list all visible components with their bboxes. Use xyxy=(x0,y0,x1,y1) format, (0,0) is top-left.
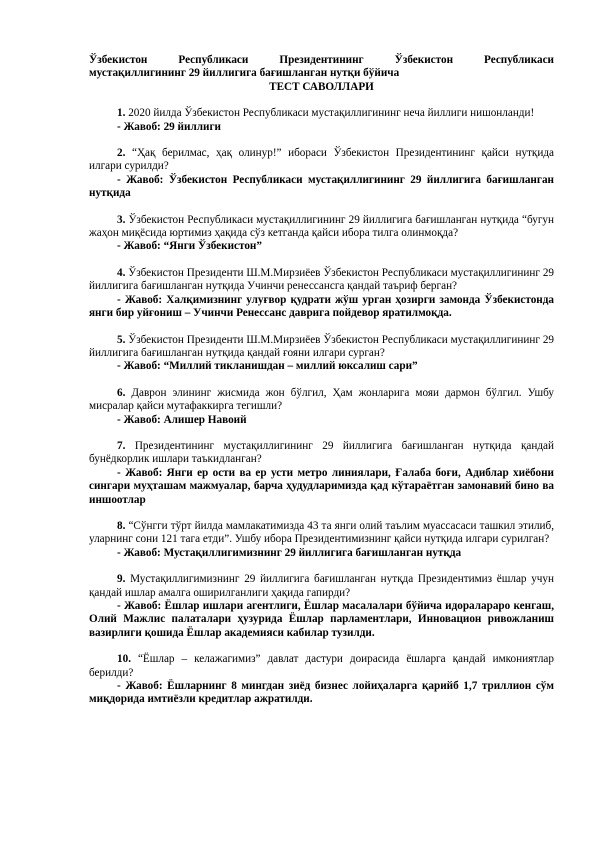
answer-text: - Жавоб: Янги ер ости ва ер усти метро линиялари, Ғалаба боғи, Адиблар хиёбони сингари муҳташам мажмуалар, барча ҳудудларимизда қад кўтараётган замонавий бино ва иншоотлар xyxy=(89,466,554,506)
question-block xyxy=(89,440,554,507)
question-text xyxy=(89,267,554,294)
question-text xyxy=(89,440,554,467)
question-text xyxy=(89,520,554,547)
question-text xyxy=(89,334,554,361)
question-text xyxy=(89,653,554,680)
question-body: Ўзбекистон Республикаси мустақиллигининг 29 йиллигига бағишланган нутқида “бугун жаҳон миқёсида юртимиз ҳақида сўз кетганда қайси ибора тилга олинмоқда? xyxy=(89,213,554,240)
header-line-1: Ўзбекистон Республикаси Президентининг Ўзбекистон Республикаси xyxy=(89,54,554,66)
question-number: 4. xyxy=(117,266,126,279)
answer-text: - Жавоб: “Миллий тикланишдан – миллий юксалиш сари” xyxy=(117,360,418,373)
question-number: 2. xyxy=(117,147,126,160)
question-body: Президентининг мустақиллигининг 29 йиллигига бағишланган нутқида қандай бунёдкорлик ишлари таъкидланган? xyxy=(89,439,554,466)
question-number: 5. xyxy=(117,333,126,346)
question-text xyxy=(89,214,554,241)
question-body: “Ҳақ берилмас, ҳақ олинур!” ибораси Ўзбекистон Президентининг қайси нутқида илгари сурилди? xyxy=(89,147,555,173)
question-text xyxy=(89,107,554,120)
question-body: Даврон элининг жисмида жон бўлгил, Ҳам жонларига мояи дармон бўлгил. Ушбу мисралар қайси мутафаккирга тегишли? xyxy=(89,386,554,413)
question-body: Ўзбекистон Президенти Ш.М.Мирзиёев Ўзбекистон Республикаси мустақиллигининг 29 йиллигига бағишланган нутқида Учинчи ренессансга қандай таъриф берган? xyxy=(89,266,555,293)
document-title: ТЕСТ САВОЛЛАРИ xyxy=(269,80,374,93)
question-body: “Сўнгги тўрт йилда мамлакатимизда 43 та янги олий таълим муассасаси ташкил этилиб, уларнинг сони 121 тага етди”. Ушбу ибора Президентимизнинг қайси нутқида илгари сурилган? xyxy=(89,519,554,546)
answer-text: - Жавоб: Мустақиллигимизнинг 29 йиллигига бағишланган нутқда xyxy=(117,546,462,559)
question-block xyxy=(89,653,554,707)
question-number: 1. xyxy=(117,107,126,120)
header-line-2: мустақиллигининг 29 йиллигига бағишланган нутқи бўйича xyxy=(89,67,400,80)
question-text xyxy=(89,147,554,174)
answer-text: - Жавоб: Ёшларнинг 8 мингдан зиёд бизнес лойиҳаларга қарийб 1,7 триллион сўм миқдорида имтиёзли кредитлар ажратилди. xyxy=(89,680,554,706)
question-block xyxy=(89,334,554,374)
question-body: Ўзбекистон Президенти Ш.М.Мирзиёев Ўзбекистон Республикаси мустақиллигининг 29 йиллигига бағишланган нутқида қандай ғояни илгари сурган? xyxy=(89,333,555,359)
question-number: 6. xyxy=(117,386,126,399)
answer-text: - Жавоб: 29 йиллиги xyxy=(117,120,221,133)
answer-text: - Жавоб: Ёшлар ишлари агентлиги, Ёшлар масалалари бўйича идоралараро кенгаш, Олий Мажлис палаталари ҳузурида Ёшлар парламентлари, Инновацион ривожланиш вазирлиги қошида Ёшлар академияси кабилар тузилди. xyxy=(89,600,554,639)
answer-text: - Жавоб: “Янги Ўзбекистон” xyxy=(117,240,262,253)
question-number: 7. xyxy=(117,439,126,452)
question-body: “Ёшлар – келажагимиз” давлат дастури доирасида ёшларга қандай имкониятлар берилди? xyxy=(89,653,554,679)
question-text xyxy=(89,387,554,414)
question-block xyxy=(89,214,554,254)
answer-text: - Жавоб: Халқимизнинг улуғвор қудрати жўш урган ҳозирги замонда Ўзбекистонда янги бир уйғониш – Учинчи Ренессанс даврига пойдевор яратилмоқда. xyxy=(89,293,554,320)
question-number: 9. xyxy=(117,573,126,586)
question-block xyxy=(89,573,554,640)
question-block xyxy=(89,520,554,560)
question-number: 8. xyxy=(117,519,126,532)
question-block xyxy=(89,267,554,321)
question-number: 10. xyxy=(117,653,131,666)
question-block xyxy=(89,107,554,134)
answer-text: - Жавоб: Ўзбекистон Республикаси мустақиллигининг 29 йиллигига бағишланган нутқида xyxy=(89,173,554,200)
question-body: 2020 йилда Ўзбекистон Республикаси мустақиллигининг неча йиллиги нишонланди! xyxy=(128,107,535,120)
document-body xyxy=(89,54,554,720)
question-block xyxy=(89,147,554,201)
answer-text: - Жавоб: Алишер Навоий xyxy=(117,413,247,426)
question-block xyxy=(89,387,554,427)
question-number: 3. xyxy=(117,213,126,226)
question-text xyxy=(89,573,554,600)
question-body: Мустақиллигимизнинг 29 йиллигига бағишланган нутқда Президентимиз ёшлар учун қандай ишлар амалга оширилганлиги ҳақида гапирди? xyxy=(89,573,554,599)
